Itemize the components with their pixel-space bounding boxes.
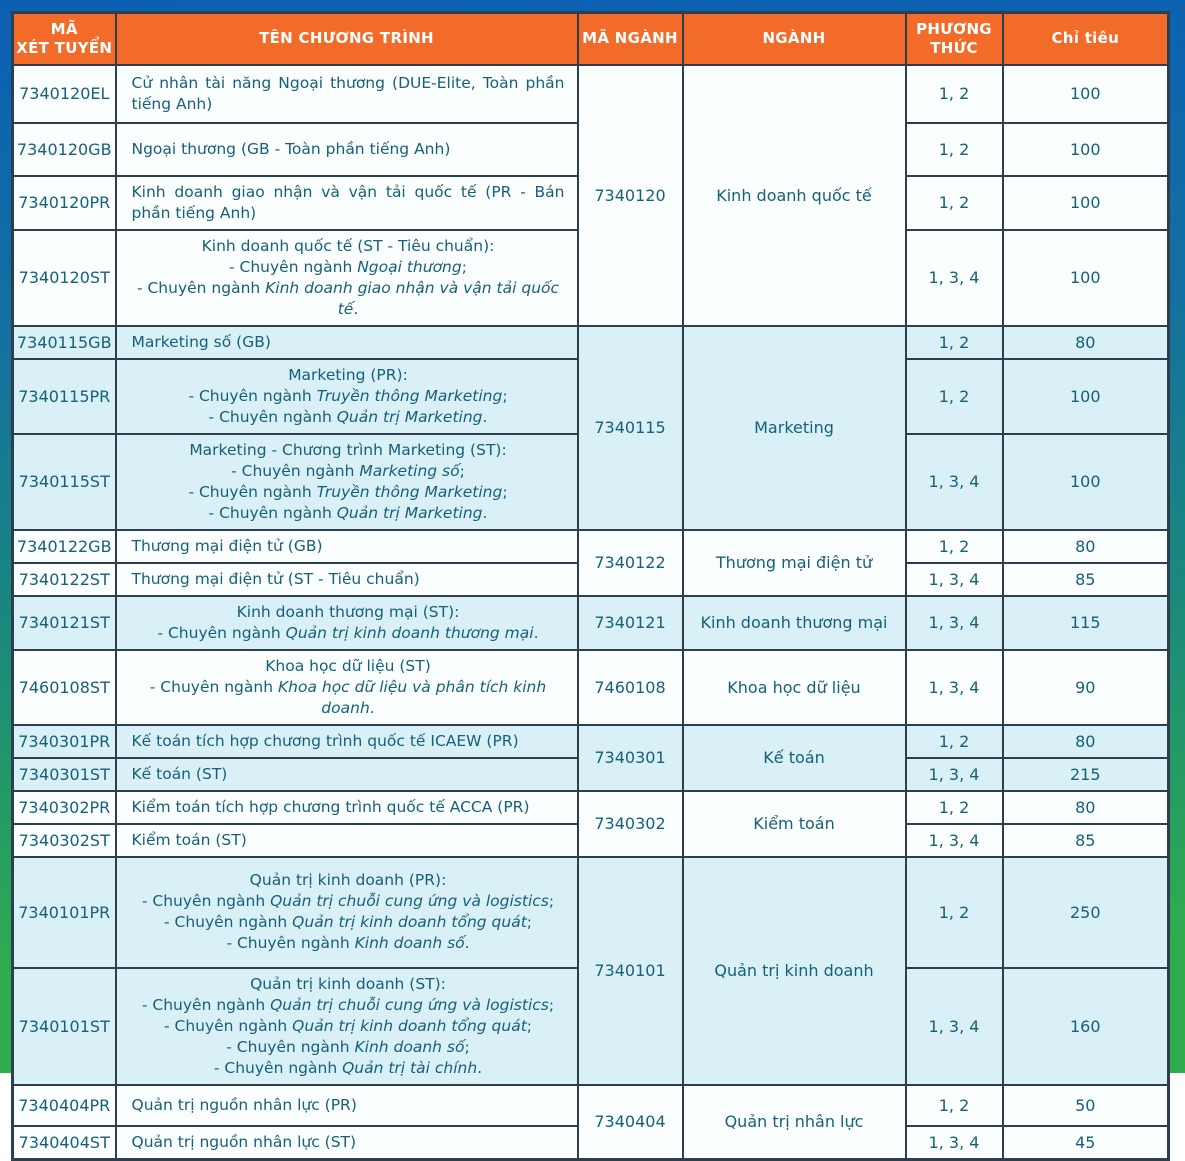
col-header-ma-nganh: MÃ NGÀNH xyxy=(578,13,683,65)
major-cell: Quản trị kinh doanh xyxy=(683,857,906,1085)
method-cell: 1, 3, 4 xyxy=(906,434,1003,530)
admissions-table xyxy=(11,11,1170,1161)
major-cell: Kiểm toán xyxy=(683,791,906,857)
quota-cell: 100 xyxy=(1003,65,1169,123)
major-cell: Kinh doanh thương mại xyxy=(683,596,906,650)
method-cell: 1, 2 xyxy=(906,1085,1003,1126)
admission-code-cell: 7340101PR xyxy=(13,857,116,968)
method-cell: 1, 2 xyxy=(906,359,1003,434)
major-cell: Marketing xyxy=(683,326,906,530)
method-cell: 1, 3, 4 xyxy=(906,758,1003,791)
method-cell: 1, 2 xyxy=(906,791,1003,824)
col-header-chi-tieu: Chỉ tiêu xyxy=(1003,13,1169,65)
major-code-cell: 7340115 xyxy=(578,326,683,530)
quota-cell: 85 xyxy=(1003,563,1169,596)
table-row xyxy=(13,530,1169,563)
major-code-cell: 7340404 xyxy=(578,1085,683,1160)
major-cell: Kinh doanh quốc tế xyxy=(683,65,906,326)
program-cell: Kinh doanh giao nhận và vận tải quốc tế (PR - Bán phần tiếng Anh) xyxy=(116,176,578,230)
method-cell: 1, 3, 4 xyxy=(906,824,1003,857)
major-code-cell: 7340301 xyxy=(578,725,683,791)
quota-cell: 50 xyxy=(1003,1085,1169,1126)
program-cell: Quản trị nguồn nhân lực (ST) xyxy=(116,1126,578,1160)
quota-cell: 80 xyxy=(1003,530,1169,563)
major-code-cell: 7340101 xyxy=(578,857,683,1085)
quota-cell: 100 xyxy=(1003,434,1169,530)
table-header xyxy=(13,13,1169,65)
quota-cell: 100 xyxy=(1003,230,1169,326)
admission-code-cell: 7460108ST xyxy=(13,650,116,725)
program-cell: Quản trị nguồn nhân lực (PR) xyxy=(116,1085,578,1126)
program-cell: Khoa học dữ liệu (ST) - Chuyên ngành Khoa học dữ liệu và phân tích kinh doanh. xyxy=(116,650,578,725)
major-code-cell: 7340302 xyxy=(578,791,683,857)
col-header-phuong-thuc: PHƯƠNG THỨC xyxy=(906,13,1003,65)
program-cell: Marketing - Chương trình Marketing (ST): - Chuyên ngành Marketing số; - Chuyên ngành Truyền thông Marketing; - Chuyên ngành Quản trị Marketing. xyxy=(116,434,578,530)
admission-code-cell: 7340121ST xyxy=(13,596,116,650)
admission-code-cell: 7340122ST xyxy=(13,563,116,596)
quota-cell: 80 xyxy=(1003,725,1169,758)
program-cell: Ngoại thương (GB - Toàn phần tiếng Anh) xyxy=(116,123,578,176)
quota-cell: 215 xyxy=(1003,758,1169,791)
program-cell: Kiểm toán (ST) xyxy=(116,824,578,857)
method-cell: 1, 2 xyxy=(906,176,1003,230)
admission-code-cell: 7340101ST xyxy=(13,968,116,1085)
method-cell: 1, 2 xyxy=(906,530,1003,563)
quota-cell: 160 xyxy=(1003,968,1169,1085)
program-cell: Kinh doanh thương mại (ST): - Chuyên ngành Quản trị kinh doanh thương mại. xyxy=(116,596,578,650)
method-cell: 1, 3, 4 xyxy=(906,1126,1003,1160)
method-cell: 1, 3, 4 xyxy=(906,230,1003,326)
admission-code-cell: 7340302ST xyxy=(13,824,116,857)
admission-code-cell: 7340120GB xyxy=(13,123,116,176)
table-row xyxy=(13,725,1169,758)
table-row xyxy=(13,791,1169,824)
admission-code-cell: 7340120EL xyxy=(13,65,116,123)
program-cell: Marketing (PR): - Chuyên ngành Truyền thông Marketing; - Chuyên ngành Quản trị Marketing. xyxy=(116,359,578,434)
major-code-cell: 7340122 xyxy=(578,530,683,596)
admission-code-cell: 7340301ST xyxy=(13,758,116,791)
method-cell: 1, 2 xyxy=(906,65,1003,123)
major-cell: Quản trị nhân lực xyxy=(683,1085,906,1160)
admission-code-cell: 7340302PR xyxy=(13,791,116,824)
quota-cell: 80 xyxy=(1003,326,1169,359)
major-code-cell: 7460108 xyxy=(578,650,683,725)
program-cell: Kiểm toán tích hợp chương trình quốc tế ACCA (PR) xyxy=(116,791,578,824)
quota-cell: 90 xyxy=(1003,650,1169,725)
method-cell: 1, 3, 4 xyxy=(906,968,1003,1085)
major-cell: Thương mại điện tử xyxy=(683,530,906,596)
quota-cell: 85 xyxy=(1003,824,1169,857)
table-row xyxy=(13,596,1169,650)
program-cell: Marketing số (GB) xyxy=(116,326,578,359)
quota-cell: 100 xyxy=(1003,123,1169,176)
admission-code-cell: 7340122GB xyxy=(13,530,116,563)
major-code-cell: 7340121 xyxy=(578,596,683,650)
major-cell: Kế toán xyxy=(683,725,906,791)
major-code-cell: 7340120 xyxy=(578,65,683,326)
admission-code-cell: 7340115ST xyxy=(13,434,116,530)
method-cell: 1, 2 xyxy=(906,725,1003,758)
quota-cell: 80 xyxy=(1003,791,1169,824)
quota-cell: 45 xyxy=(1003,1126,1169,1160)
quota-cell: 100 xyxy=(1003,359,1169,434)
program-cell: Cử nhân tài năng Ngoại thương (DUE-Elite, Toàn phần tiếng Anh) xyxy=(116,65,578,123)
method-cell: 1, 2 xyxy=(906,326,1003,359)
table-row xyxy=(13,857,1169,968)
admission-code-cell: 7340404ST xyxy=(13,1126,116,1160)
program-cell: Quản trị kinh doanh (PR): - Chuyên ngành Quản trị chuỗi cung ứng và logistics; - Chuyên ngành Quản trị kinh doanh tổng quát; - Chuyên ngành Kinh doanh số. xyxy=(116,857,578,968)
program-cell: Thương mại điện tử (GB) xyxy=(116,530,578,563)
col-header-ma-xet-tuyen: MÃ XÉT TUYỂN xyxy=(13,13,116,65)
table-body xyxy=(13,65,1169,1160)
program-cell: Kinh doanh quốc tế (ST - Tiêu chuẩn): - Chuyên ngành Ngoại thương; - Chuyên ngành Kinh doanh giao nhận và vận tải quốc tế. xyxy=(116,230,578,326)
quota-cell: 100 xyxy=(1003,176,1169,230)
table-row xyxy=(13,1085,1169,1126)
col-header-nganh: NGÀNH xyxy=(683,13,906,65)
admission-code-cell: 7340115PR xyxy=(13,359,116,434)
method-cell: 1, 3, 4 xyxy=(906,596,1003,650)
quota-cell: 250 xyxy=(1003,857,1169,968)
method-cell: 1, 2 xyxy=(906,123,1003,176)
admission-code-cell: 7340120ST xyxy=(13,230,116,326)
major-cell: Khoa học dữ liệu xyxy=(683,650,906,725)
table-row xyxy=(13,650,1169,725)
admission-code-cell: 7340115GB xyxy=(13,326,116,359)
admission-code-cell: 7340301PR xyxy=(13,725,116,758)
table-row xyxy=(13,326,1169,359)
table-row xyxy=(13,65,1169,123)
admission-code-cell: 7340404PR xyxy=(13,1085,116,1126)
program-cell: Kế toán (ST) xyxy=(116,758,578,791)
quota-cell: 115 xyxy=(1003,596,1169,650)
program-cell: Kế toán tích hợp chương trình quốc tế ICAEW (PR) xyxy=(116,725,578,758)
method-cell: 1, 3, 4 xyxy=(906,650,1003,725)
program-cell: Thương mại điện tử (ST - Tiêu chuẩn) xyxy=(116,563,578,596)
method-cell: 1, 2 xyxy=(906,857,1003,968)
admission-code-cell: 7340120PR xyxy=(13,176,116,230)
method-cell: 1, 3, 4 xyxy=(906,563,1003,596)
program-cell: Quản trị kinh doanh (ST): - Chuyên ngành Quản trị chuỗi cung ứng và logistics; - Chuyên ngành Quản trị kinh doanh tổng quát; - Chuyên ngành Kinh doanh số; - Chuyên ngành Quản trị tài chính. xyxy=(116,968,578,1085)
col-header-ten-chuong-trinh: TÊN CHƯƠNG TRÌNH xyxy=(116,13,578,65)
